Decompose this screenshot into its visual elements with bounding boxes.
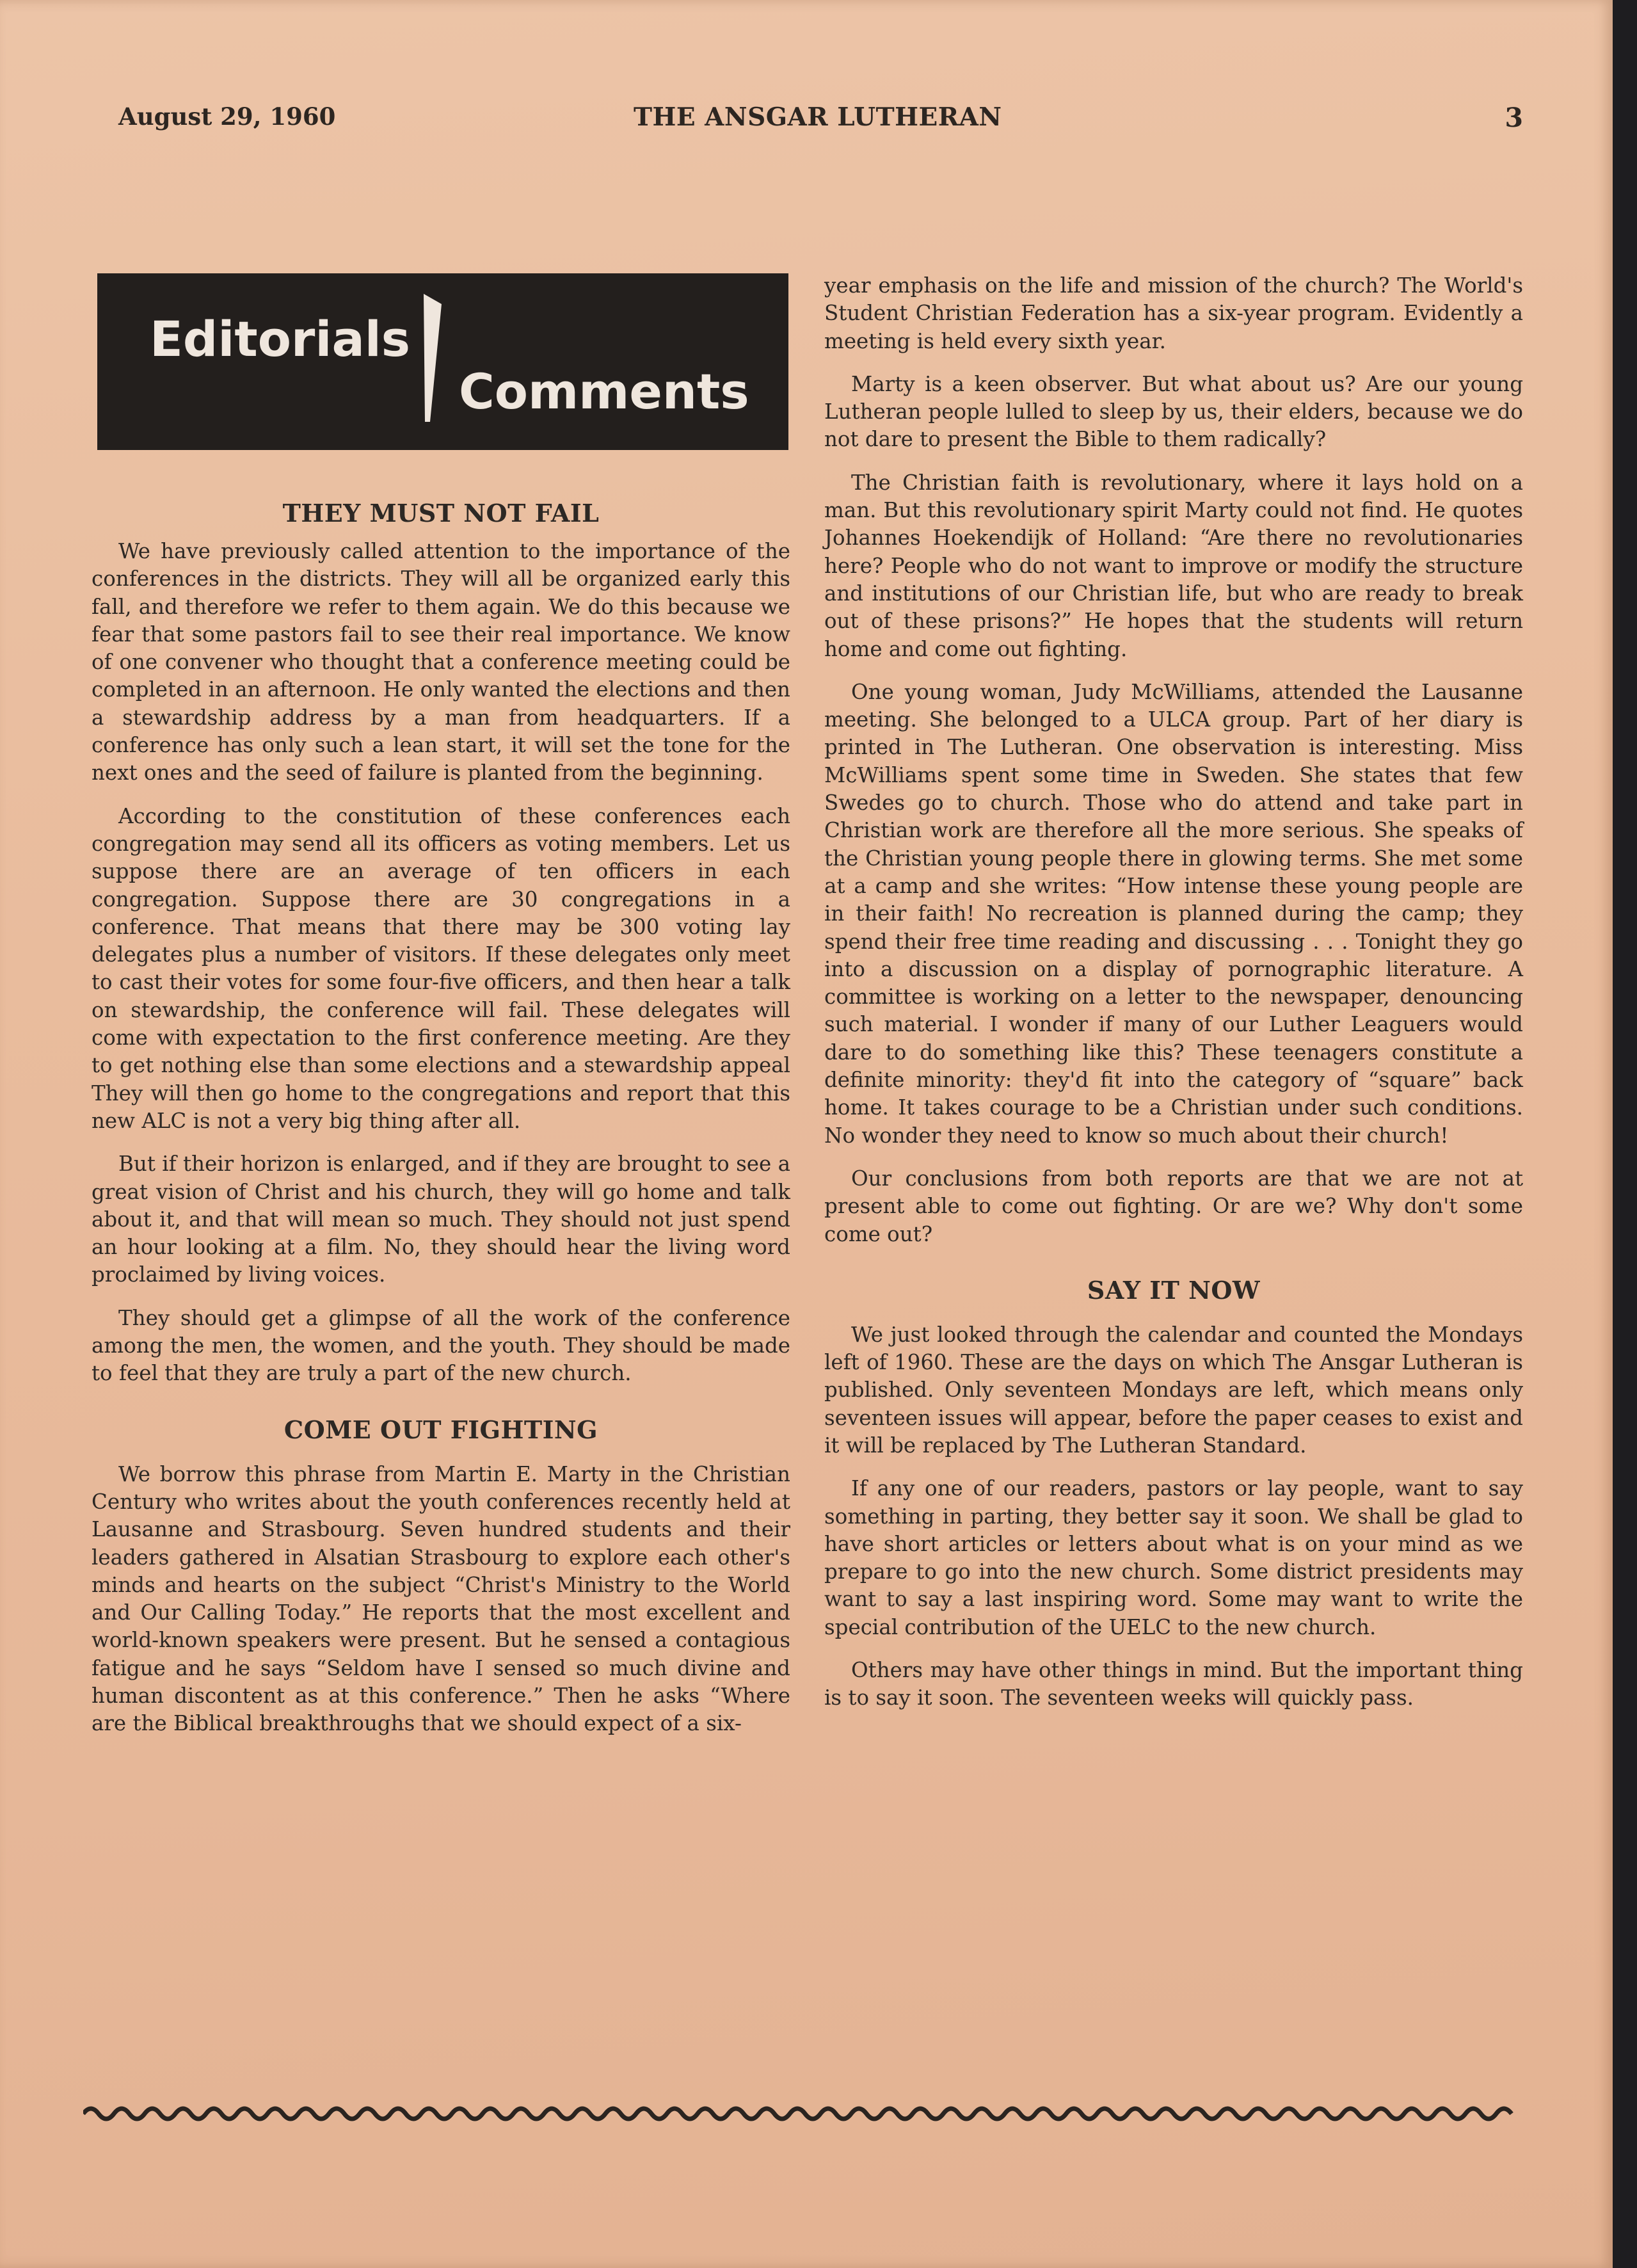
paragraph: year emphasis on the life and mission of the church? The World's Student Christian Federation has a six-year program. Evidently a meeting is held every sixth year. xyxy=(824,273,1523,353)
paragraph: We have previously called attention to the importance of the conferences in the districts. They will all be organized early this fall, and therefore we refer to them again. We do this because we fear that some pastors fail to see their real importance. We know of one convener who thought that a conference meeting could be completed in an afternoon. He only wanted the elections and then a stewardship address by a man from headquarters. If a conference has only such a lean start, it will set the tone for the next ones and the seed of failure is planted from the beginning. xyxy=(92,539,790,785)
paragraph: One young woman, Judy McWilliams, attended the Lausanne meeting. She belonged to a ULCA group. Part of her diary is printed in The Lutheran. One observation is interesting. Miss McWilliams spent some time in Sweden. She states that few Swedes go to church. Those who do attend and take part in Christian work are therefore all the more serious. She speaks of the Christian young people there in glowing terms. She met some at a camp and she writes: “How intense these young people are in their faith! No recreation is planned during the camp; they spend their free time reading and discussing . . . Tonight they go into a discussion on a display of pornographic literature. A committee is working on a letter to the newspaper, denouncing such material. I wonder if many of our Luther Leaguers would dare to do something like this? These teenagers constitute a definite minority: they'd fit into the category of “square” back home. It takes courage to be a Christian under such conditions. No wonder they need to know so much about their church! xyxy=(824,679,1523,1148)
masthead-title: THE ANSGAR LUTHERAN xyxy=(634,102,1002,132)
paragraph: They should get a glimpse of all the work of the conference among the men, the women, and the youth. They should be made to feel that they are truly a part of the new church. xyxy=(92,1305,790,1386)
right-column xyxy=(824,272,1523,1728)
issue-date: August 29, 1960 xyxy=(118,102,336,131)
paragraph: Marty is a keen observer. But what about us? Are our young Lutheran people lulled to sleep by us, their elders, because we do not dare to present the Bible to them radically? xyxy=(824,371,1523,452)
left-column xyxy=(92,499,790,1753)
article-heading: THEY MUST NOT FAIL xyxy=(282,499,600,527)
paragraph: The Christian faith is revolutionary, where it lays hold on a man. But this revolutionary spirit Marty could not find. He quotes Johannes Hoekendijk of Holland: “Are there no revolutionaries here? People who do not want to improve or modify the structure and institutions of our Christian life, but who are ready to break out of these prisons?” He hopes that the students will return home and come out fighting. xyxy=(824,470,1523,661)
paragraph: Our conclusions from both reports are that we are not at present able to come out fighting. Or are we? Why don't some come out? xyxy=(824,1166,1523,1246)
paragraph: If any one of our readers, pastors or lay people, want to say something in parting, they better say it soon. We shall be glad to have short articles or letters about what is on your mind as we prepare to go into the new church. Some district presidents may want to say a last inspiring word. Some may want to write the special contribution of the UELC to the new church. xyxy=(824,1476,1523,1639)
page-header xyxy=(118,102,1523,147)
page-number: 3 xyxy=(1505,102,1523,133)
article-heading: SAY IT NOW xyxy=(1087,1275,1261,1305)
article-heading: COME OUT FIGHTING xyxy=(283,1415,598,1444)
wavy-rule-divider xyxy=(83,2101,1523,2127)
banner-comments-label: Comments xyxy=(459,363,749,420)
banner-editorials-label: Editorials xyxy=(150,310,411,367)
paragraph: According to the constitution of these conferences each congregation may send all its officers as voting members. Let us suppose there are an average of ten officers in each congregation. Suppose there are 30 congregations in a conference. That means that there may be 300 voting lay delegates plus a number of visitors. If these delegates only meet to cast their votes for some four-five officers, and then hear a talk on stewardship, the conference will fail. These delegates will come with expectation to the first conference meeting. Are they to get nothing else than some elections and a stewardship appeal They will then go home to the congregations and report that this new ALC is not a very big thing after all. xyxy=(92,803,790,1133)
editorials-comments-banner xyxy=(97,273,788,450)
paragraph: We borrow this phrase from Martin E. Marty in the Christian Century who writes about the youth conferences recently held at Lausanne and Strasbourg. Seven hundred students and their leaders gathered in Alsatian Strasbourg to explore each other's minds and hearts on the subject “Christ's Ministry to the World and Our Calling Today.” He reports that the most excellent and world-known speakers were present. But he sensed a contagious fatigue and he says “Seldom have I sensed so much divine and human discontent as at this conference.” Then he asks “Where are the Biblical breakthroughs that we should expect of a six- xyxy=(92,1461,790,1736)
paragraph: But if their horizon is enlarged, and if they are brought to see a great vision of Christ and his church, they will go home and talk about it, and that will mean so much. They should not just spend an hour looking at a film. No, they should hear the living word proclaimed by living voices. xyxy=(92,1152,790,1287)
paragraph: Others may have other things in mind. But the important thing is to say it soon. The seventeen weeks will quickly pass. xyxy=(824,1658,1523,1710)
paragraph: We just looked through the calendar and counted the Mondays left of 1960. These are the days on which The Ansgar Lutheran is published. Only seventeen Mondays are left, which means only seventeen issues will appear, before the paper ceases to exist and it will be replaced by The Lutheran Standard. xyxy=(824,1322,1523,1458)
